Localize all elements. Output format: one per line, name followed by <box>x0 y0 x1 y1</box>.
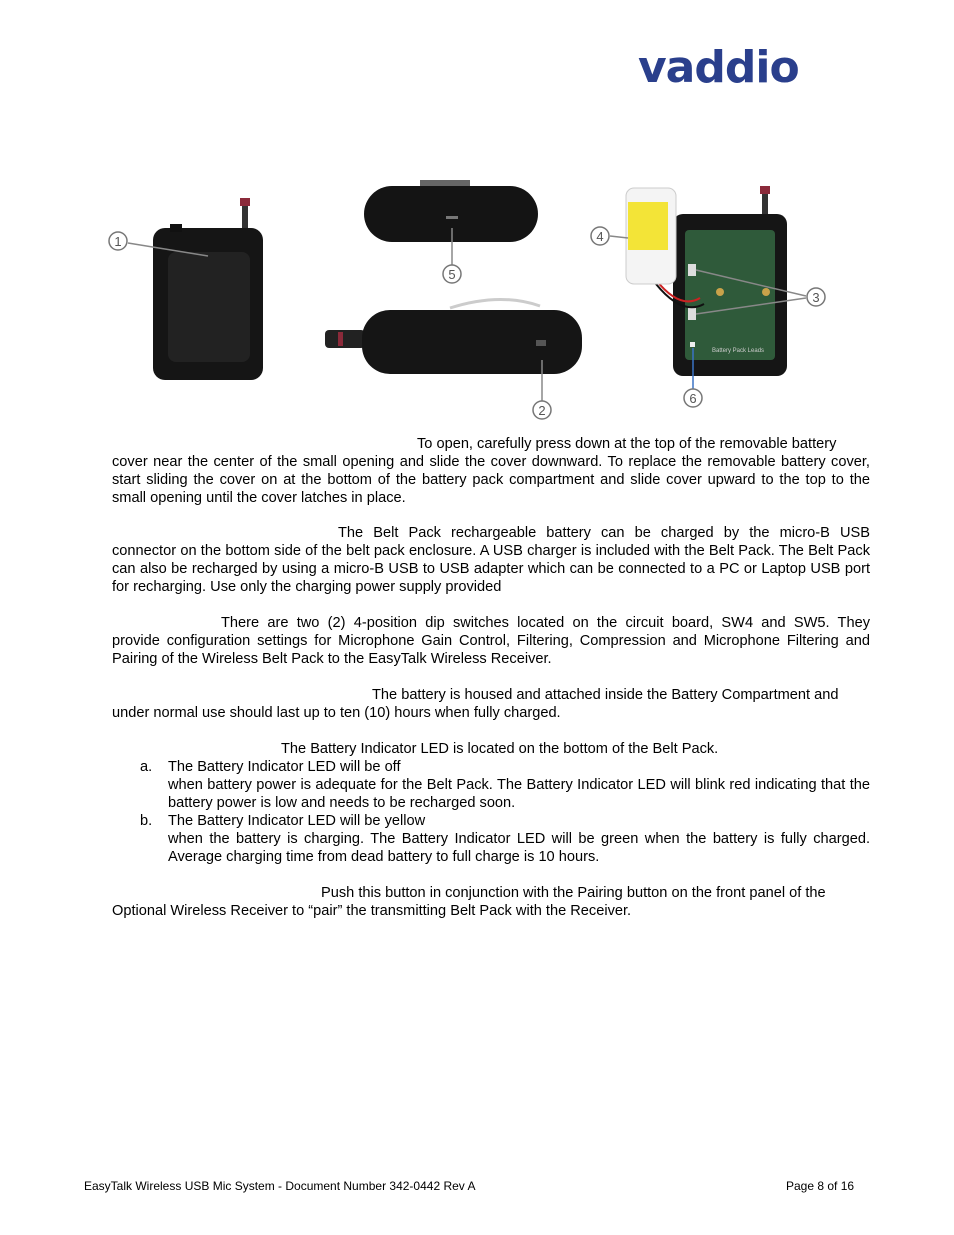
belt-pack-side-view <box>325 299 582 374</box>
cover-rest: cover near the center of the small opening and slide the cover downward. To replace the removable battery cover, start sliding the cover on at the bottom of the battery pack compartment and slide cover upward to the top to the small opening until the cover latches in place. <box>112 454 870 506</box>
led-item-b-letter: b. <box>140 813 153 829</box>
led-item-b-first: The Battery Indicator LED will be yellow <box>168 813 426 829</box>
usb-charging-paragraph <box>112 524 870 596</box>
dip-switch-paragraph <box>112 614 870 668</box>
belt-pack-photos <box>100 180 840 425</box>
cover-paragraph <box>112 435 870 507</box>
led-first-line: The Battery Indicator LED is located on the bottom of the Belt Pack. <box>281 741 719 757</box>
usb-rest: connector on the bottom side of the belt pack enclosure. A USB charger is included with the Belt Pack. The Belt Pack can also be recharged by using a micro-B USB to USB adapter which can be connected to a PC or Laptop USB port for recharging. Use only the charging power supply provided <box>112 543 870 595</box>
led-item-a-letter: a. <box>140 759 153 775</box>
battery-leads-label: Battery Pack Leads <box>712 348 765 354</box>
led-item-a-rest: when battery power is adequate for the Belt Pack. The Battery Indicator LED will blink red indicating that the battery power is low and needs to be recharged soon. <box>168 777 870 811</box>
footer-document-title: EasyTalk Wireless USB Mic System - Document Number 342-0442 Rev A <box>84 1179 476 1193</box>
led-paragraph <box>112 740 870 758</box>
battery-rest: under normal use should last up to ten (10) hours when fully charged. <box>112 705 561 721</box>
svg-text:4: 4 <box>596 229 604 244</box>
footer-page-number: Page 8 of 16 <box>786 1179 855 1193</box>
belt-pack-top-view <box>364 180 538 242</box>
dip-first-line: There are two (2) 4-position dip switches located on the circuit board, SW4 and SW5. They <box>221 615 870 631</box>
led-item-a <box>140 758 870 812</box>
vaddio-logo <box>636 46 888 90</box>
belt-pack-back-view <box>153 198 263 380</box>
pairing-paragraph <box>112 884 870 920</box>
led-item-b-rest: when the battery is charging. The Battery Indicator LED will be green when the battery is fully charged. Average charging time from dead battery to full charge is 10 hours. <box>168 831 870 865</box>
callout-4 <box>591 227 628 245</box>
svg-text:3: 3 <box>812 290 820 305</box>
dip-rest: provide configuration settings for Microphone Gain Control, Filtering, Compression and Microphone Filtering and Pairing of the Wireless Belt Pack to the EasyTalk Wireless Receiver. <box>112 633 870 667</box>
logo-text: vaddio <box>638 46 799 90</box>
led-item-a-first: The Battery Indicator LED will be off <box>168 759 401 775</box>
svg-text:1: 1 <box>114 234 122 249</box>
battery-first-line: The battery is housed and attached inside the Battery Compartment and <box>372 687 839 703</box>
cover-first-line: To open, carefully press down at the top of the removable battery <box>417 436 837 452</box>
svg-text:5: 5 <box>448 267 456 282</box>
led-item-b <box>140 812 870 866</box>
belt-pack-open-view <box>673 186 787 376</box>
pairing-first-line: Push this button in conjunction with the Pairing button on the front panel of the <box>321 885 826 901</box>
svg-text:2: 2 <box>538 403 546 418</box>
pairing-rest: Optional Wireless Receiver to “pair” the transmitting Belt Pack with the Receiver. <box>112 903 632 919</box>
usb-first-line: The Belt Pack rechargeable battery can be charged by the micro-B USB <box>338 525 870 541</box>
svg-text:6: 6 <box>689 391 697 406</box>
battery-paragraph <box>112 686 870 722</box>
